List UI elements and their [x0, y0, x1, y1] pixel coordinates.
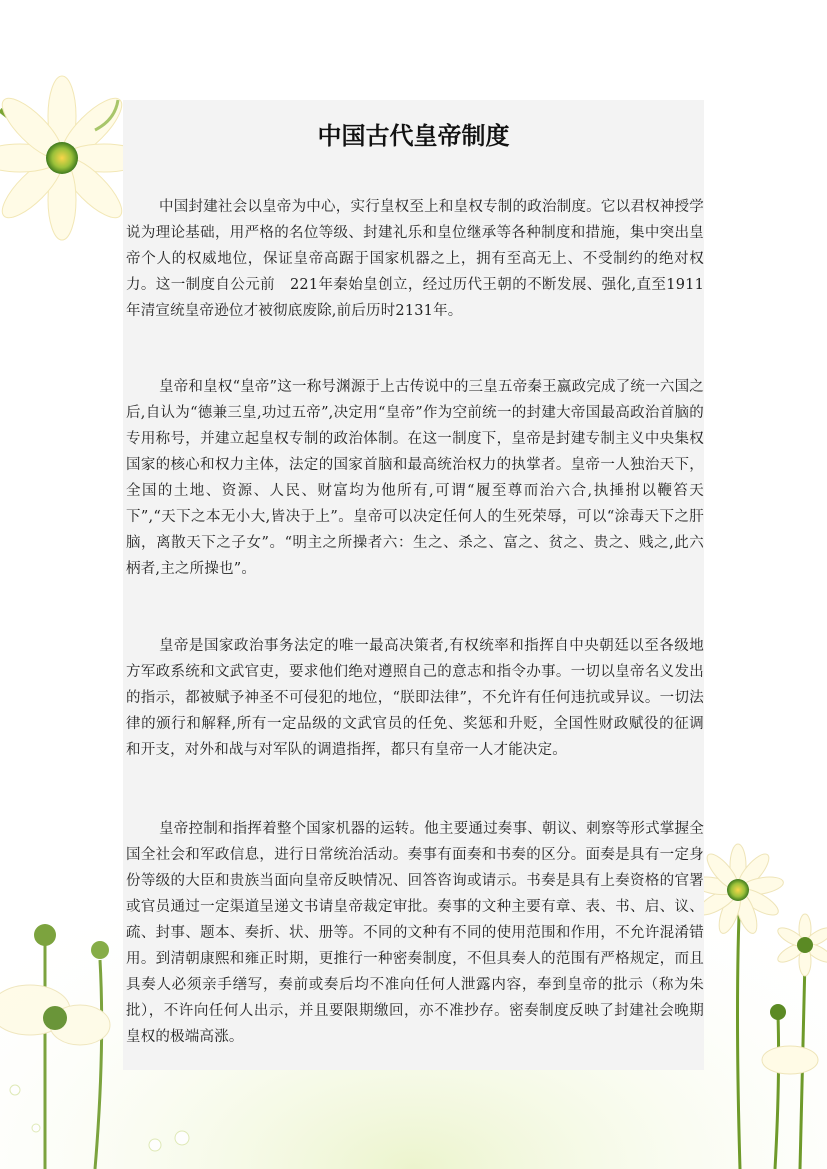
paragraph-supreme-decision: 皇帝是国家政治事务法定的唯一最高决策者,有权统率和指挥自中央朝廷以至各级地方军政系统和文武官吏，要求他们绝对遵照自己的意志和指令办事。一切以皇帝名义发出的指示，都被赋予神圣不可侵犯的地位，“朕即法律”，不允许有任何违抗或异议。一切法律的颁行和解释,所有一定品级的文武官员的任免、奖惩和升贬，全国性财政赋役的征调和开支，对外和战与对军队的调遣指挥，都只有皇帝一人才能决定。 [126, 638, 704, 758]
document-title: 中国古代皇帝制度 [317, 122, 510, 150]
paragraph-intro: 中国封建社会以皇帝为中心，实行皇权至上和皇权专制的政治制度。它以君权神授学说为理论基础，用严格的名位等级、封建礼乐和皇位继承等各种制度和措施，集中突出皇帝个人的权威地位，保证皇帝高踞于国家机器之上，拥有至高无上、不受制约的绝对权力。这一制度自公元前 221年秦始皇创立，经过历代王朝的不断发展、强化,直至1911年清宣统皇帝逊位才被彻底废除,前后历时2131年。 [126, 199, 704, 319]
paragraph-memorial-system: 皇帝控制和指挥着整个国家机器的运转。他主要通过奏事、朝议、刺察等形式掌握全国全社会和军政信息，进行日常统治活动。奏事有面奏和书奏的区分。面奏是具有一定身份等级的大臣和贵族当面向皇帝反映情况、回答咨询或请示。书奏是具有上奏资格的官署或官员通过一定渠道呈递文书请皇帝裁定审批。奏事的文种主要有章、表、书、启、议、疏、封事、题本、奏折、状、册等。不同的文种有不同的使用范围和作用，不允许混淆错用。到清朝康熙和雍正时期，更推行一种密奏制度，不但具奏人的范围有严格规定，而且具奏人必须亲手缮写，奏前或奏后均不准向任何人泄露内容，奉到皇帝的批示（称为朱批），不许向任何人出示，并且要限期缴回，亦不准抄存。密奏制度反映了封建社会晚期皇权的极端高涨。 [126, 821, 704, 1045]
paragraph-emperor-title: 皇帝和皇权“皇帝”这一称号渊源于上古传说中的三皇五帝秦王嬴政完成了统一六国之后,自认为“德兼三皇,功过五帝”,决定用“皇帝”作为空前统一的封建大帝国最高政治首脑的专用称号，并建立起皇权专制的政治体制。在这一制度下，皇帝是封建专制主义中央集权国家的核心和权力主体，法定的国家首脑和最高统治权力的执掌者。皇帝一人独治天下，全国的土地、资源、人民、财富均为他所有,可谓“履至尊而治六合,执捶拊以鞭笞天下”,“天下之本无小大,皆决于上”。皇帝可以决定任何人的生死荣辱，可以“涂毒天下之肝脑，离散天下之子女”。“明主之所操者六：生之、杀之、富之、贫之、贵之、贱之,此六柄者,主之所操也”。 [126, 379, 704, 577]
